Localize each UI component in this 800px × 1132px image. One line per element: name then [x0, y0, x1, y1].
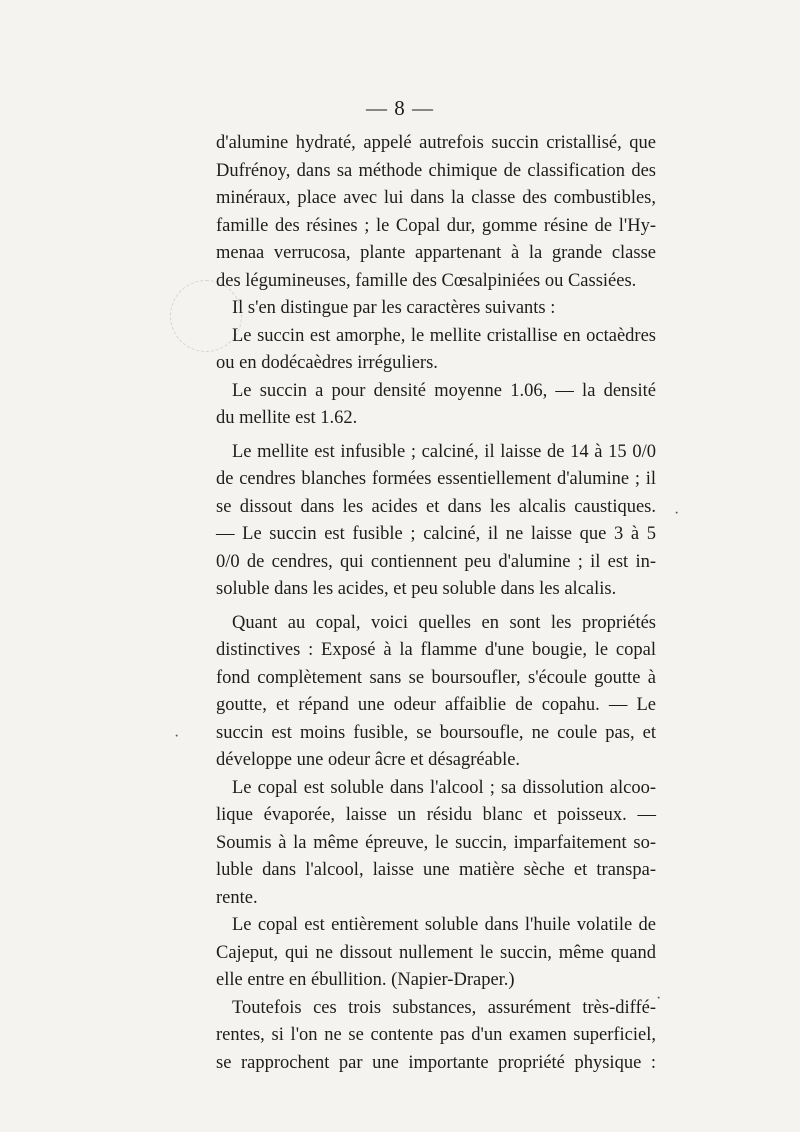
text-line: d'alumine hydraté, appelé autrefois succin cristallisé, que: [216, 133, 656, 153]
speck-mark: ·: [656, 990, 662, 1007]
text-line: distinctives : Exposé à la flamme d'une bougie, le copal: [216, 640, 656, 660]
text-line: Le copal est entièrement soluble dans l'huile volatile de: [232, 915, 656, 935]
text-line: du mellite est 1.62.: [216, 408, 358, 428]
text-line: de cendres blanches formées essentiellement d'alumine ; il: [216, 469, 656, 489]
text-line: des légumineuses, famille des Cœsalpiniées ou Cassiées.: [216, 270, 637, 291]
text-line: Cajeput, qui ne dissout nullement le succin, même quand: [216, 942, 656, 963]
text-line: Le succin a pour densité moyenne 1.06, — la densité: [232, 380, 656, 401]
text-line: minéraux, place avec lui dans la classe des combustibles,: [216, 188, 656, 208]
text-line: fond complètement sans se boursoufler, s'écoule goutte à: [216, 667, 656, 688]
text-line: famille des résines ; le Copal dur, gomme résine de l'Hy-: [216, 215, 656, 236]
text-line: Soumis à la même épreuve, le succin, imparfaitement so-: [216, 832, 656, 853]
text-line: se dissout dans les acides et dans les alcalis caustiques.: [216, 496, 656, 517]
text-line: Le copal est soluble dans l'alcool ; sa dissolution alcoo-: [232, 777, 656, 798]
text-line: 0/0 de cendres, qui contiennent peu d'alumine ; il est in-: [216, 551, 656, 572]
text-line: — Le succin est fusible ; calciné, il ne laisse que 3 à 5: [216, 524, 656, 544]
text-line: ou en dodécaèdres irréguliers.: [216, 353, 438, 373]
text-line: lique évaporée, laisse un résidu blanc et poisseux. —: [216, 805, 656, 825]
text-line: rentes, si l'on ne se contente pas d'un examen superficiel,: [216, 1025, 656, 1045]
body-text: [216, 130, 656, 1077]
page-number: — 8 —: [366, 96, 434, 120]
text-line: menaa verrucosa, plante appartenant à la grande classe: [216, 243, 656, 263]
text-line: rente.: [216, 887, 258, 908]
text-line: Dufrénoy, dans sa méthode chimique de classification des: [216, 160, 656, 181]
text-line: succin est moins fusible, se boursoufle, ne coule pas, et: [216, 722, 656, 743]
text-line: Toutefois ces trois substances, assurément très-diffé-: [232, 997, 656, 1018]
speck-mark: ·: [174, 728, 180, 745]
text-line: Quant au copal, voici quelles en sont les propriétés: [232, 612, 656, 633]
text-line: soluble dans les acides, et peu soluble dans les alcalis.: [216, 579, 617, 599]
text-line: Le succin est amorphe, le mellite cristallise en octaèdres: [232, 325, 656, 346]
speck-mark: ·: [674, 505, 680, 522]
text-line: se rapprochent par une importante propriété physique :: [216, 1052, 656, 1073]
text-line: Le mellite est infusible ; calciné, il laisse de 14 à 15 0/0: [232, 441, 656, 462]
text-line: elle entre en ébullition. (Napier-Draper.): [216, 970, 515, 990]
text-line: goutte, et répand une odeur affaiblie de copahu. — Le: [216, 695, 656, 715]
text-line: luble dans l'alcool, laisse une matière sèche et transpa-: [216, 860, 656, 880]
text-line: Il s'en distingue par les caractères suivants :: [232, 298, 556, 318]
text-line: développe une odeur âcre et désagréable.: [216, 750, 521, 770]
